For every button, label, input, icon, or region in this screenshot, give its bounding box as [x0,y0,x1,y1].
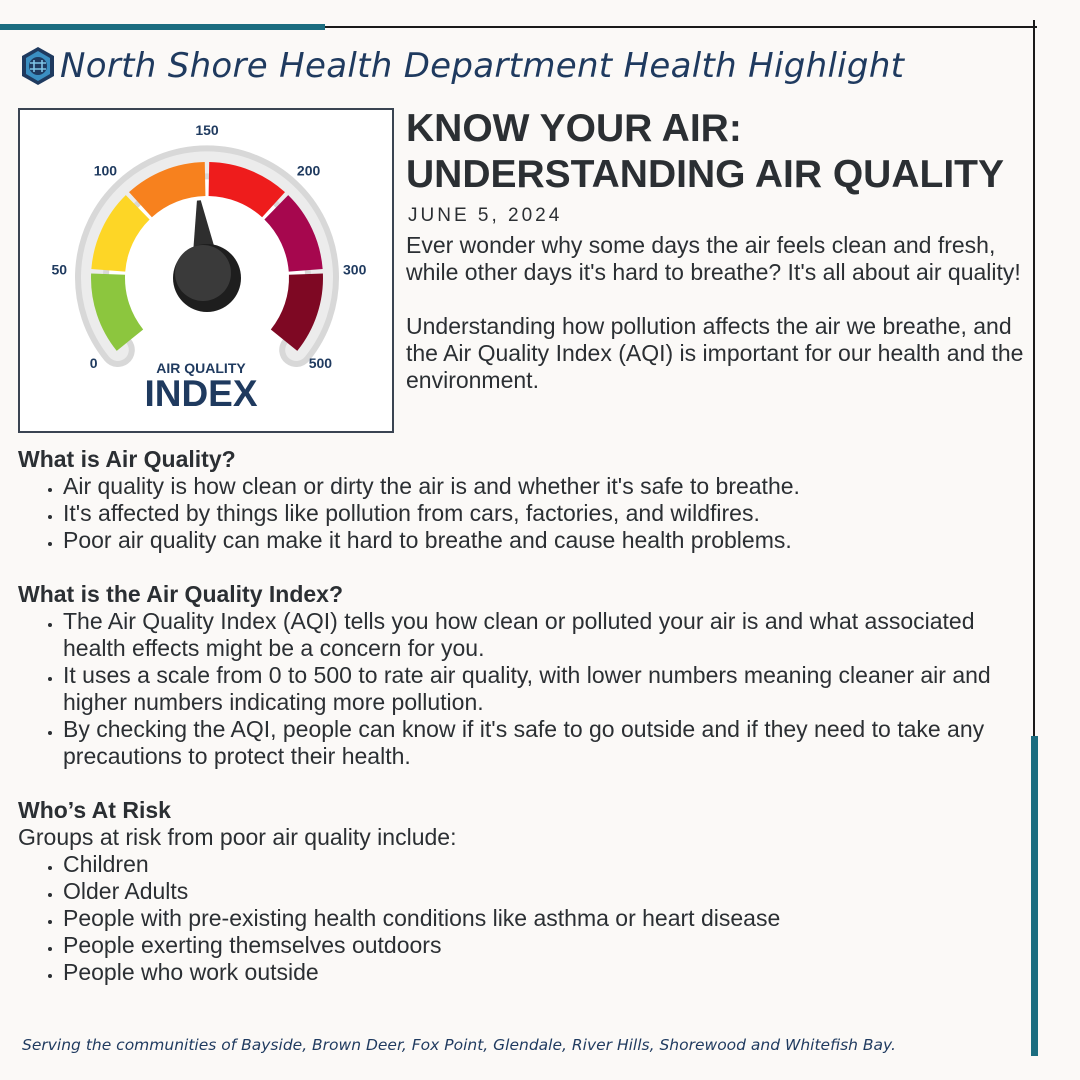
section-title: What is the Air Quality Index? [18,581,344,607]
article-intro [406,232,1026,394]
gauge-tick-label: 150 [195,122,219,138]
right-divider-line [1033,26,1035,738]
article-headline [406,106,1026,198]
section-whos-at-risk [18,797,1018,986]
gauge-tick-label: 0 [89,355,98,372]
list-item: • People who work outside [63,959,1018,986]
top-divider-line [325,26,1037,28]
intro-paragraph-2: Understanding how pollution affects the air we breathe, and the Air Quality Index (AQI) is important for our health and the environment. [406,313,1024,393]
footer-communities: Serving the communities of Bayside, Brown Deer, Fox Point, Glendale, River Hills, Shorewood and Whitefish Bay. [22,1036,896,1054]
article-body [18,446,1018,1013]
article-date: JUNE 5, 2024 [408,205,563,226]
gauge-label-bottom: INDEX [144,373,258,414]
list-item: • It uses a scale from 0 to 500 to rate air quality, with lower numbers meaning cleaner air and higher numbers indicating more pollution. [63,662,1018,716]
headline-line-2: UNDERSTANDING AIR QUALITY [406,153,1004,196]
bullet-list [18,473,1018,554]
right-accent-bar [1031,736,1038,1056]
bullet-list [18,851,1018,986]
list-item: • Older Adults [63,878,1018,905]
page-header-title: North Shore Health Department Health Highlight [60,46,905,86]
aqi-gauge [20,110,392,431]
gauge-tick-label: 300 [343,261,367,278]
bullet-list [18,608,1018,770]
list-item: • People exerting themselves outdoors [63,932,1018,959]
section-title: Who’s At Risk [18,797,171,823]
list-item: • By checking the AQI, people can know if it's safe to go outside and if they need to take any precautions to protect their health. [63,716,1018,770]
gauge-hub-highlight [175,245,231,301]
intro-paragraph-1: Ever wonder why some days the air feels clean and fresh, while other days it's hard to breathe? It's all about air quality! [406,232,1021,285]
list-item: • Children [63,851,1018,878]
list-item: • Air quality is how clean or dirty the air is and whether it's safe to breathe. [63,473,1018,500]
headline-line-1: KNOW YOUR AIR: [406,107,742,150]
hexagon-logo-icon [20,46,56,86]
gauge-tick-label: 200 [296,162,321,179]
list-item: • It's affected by things like pollution from cars, factories, and wildfires. [63,500,1018,527]
gauge-tick-label: 500 [308,355,333,372]
section-what-is-air-quality [18,446,1018,554]
gauge-tick-label: 50 [51,261,68,278]
list-item: • The Air Quality Index (AQI) tells you how clean or polluted your air is and what associated health effects might be a concern for you. [63,608,1018,662]
list-item: • Poor air quality can make it hard to breathe and cause health problems. [63,527,1018,554]
top-accent-bar [0,24,325,30]
aqi-gauge-illustration [18,108,394,433]
page-header [20,46,904,86]
section-what-is-aqi [18,581,1018,770]
gauge-tick-label: 100 [93,162,118,179]
gauge-label-top: AIR QUALITY [156,360,246,376]
section-lead: Groups at risk from poor air quality include: [18,824,457,850]
list-item: • People with pre-existing health conditions like asthma or heart disease [63,905,1018,932]
section-title: What is Air Quality? [18,446,236,472]
